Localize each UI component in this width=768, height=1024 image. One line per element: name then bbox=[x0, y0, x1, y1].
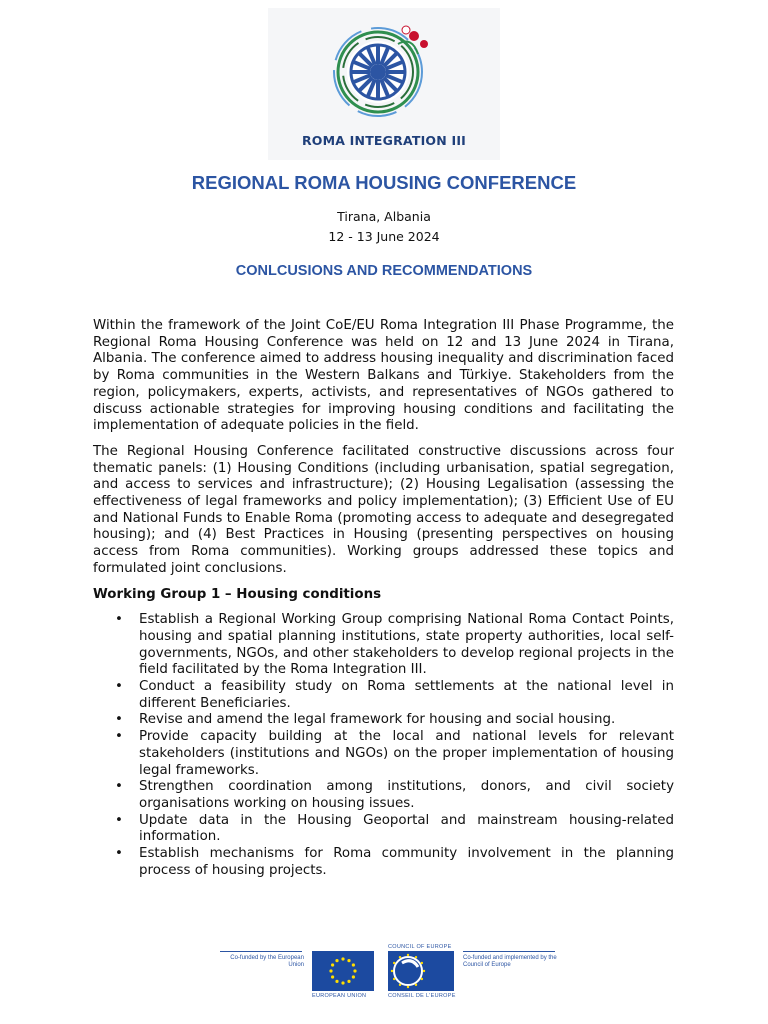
bullet-icon: • bbox=[115, 612, 123, 628]
page-title: REGIONAL ROMA HOUSING CONFERENCE bbox=[191, 172, 577, 193]
list-item-text: Establish a Regional Working Group comprising National Roma Contact Points, housing and spatial planning institutions, state property authorities, local self-governments, NGOs, and other stakeholders to develop regional projects in the field facilitated by the Roma Integration III. bbox=[139, 612, 674, 678]
working-group-heading: Working Group 1 – Housing conditions bbox=[93, 586, 382, 602]
bullet-icon: • bbox=[115, 679, 123, 695]
list-item bbox=[93, 846, 674, 879]
list-item bbox=[93, 813, 674, 846]
recommendations-list bbox=[93, 612, 674, 879]
roma-wheel-icon bbox=[328, 14, 440, 126]
list-item-text: Update data in the Housing Geoportal and mainstream housing-related information. bbox=[139, 812, 674, 845]
location: Tirana, Albania bbox=[337, 209, 431, 224]
panels-paragraph: The Regional Housing Conference facilitated constructive discussions across four thematic panels: (1) Housing Conditions (including urbanisation, spatial segregation, and access to services and infrastructure); (2) Housing Legalisation (assessing the effectiveness of legal frameworks and policy implementation); (3) Efficient Use of EU and National Funds to Enable Roma (promoting access to adequate and desegregated housing); and (4) Best Practices in Housing (presenting perspectives on housing access from Roma communities). Working groups addressed these topics and formulated joint conclusions. bbox=[93, 443, 674, 576]
list-item bbox=[93, 729, 674, 779]
bullet-icon: • bbox=[115, 729, 123, 745]
divider bbox=[220, 951, 302, 952]
dates: 12 - 13 June 2024 bbox=[328, 229, 440, 244]
coe-cofunded-text: Co-funded and implemented by the Council of Europe bbox=[463, 955, 557, 968]
intro-paragraph: Within the framework of the Joint CoE/EU Roma Integration III Phase Programme, the Regional Roma Housing Conference was held on 12 and 13 June 2024 in Tirana, Albania. The conference aimed to address housing inequality and discrimination faced by Roma communities in the Western Balkans and Türkiye. Stakeholders from the region, policymakers, experts, activists, and representatives of NGOs gathered to discuss actionable strategies for improving housing conditions and facilitating the implementation of adequate policies in the field. bbox=[93, 318, 674, 434]
list-item-text: Provide capacity building at the local and national levels for relevant stakeholders (institutions and NGOs) on the proper implementation of housing legal frameworks. bbox=[139, 729, 674, 778]
list-item-text: Revise and amend the legal framework for housing and social housing. bbox=[139, 712, 616, 728]
eu-cofunded-text: Co-funded by the European Union bbox=[230, 955, 304, 968]
list-item-text: Establish mechanisms for Roma community involvement in the planning process of housing projects. bbox=[139, 846, 674, 878]
section-title: CONLCUSIONS AND RECOMMENDATIONS bbox=[235, 263, 533, 279]
list-item bbox=[93, 779, 674, 812]
bullet-icon: • bbox=[115, 779, 123, 795]
funding-footer bbox=[220, 944, 560, 1004]
document-body bbox=[93, 318, 674, 880]
council-of-europe-flag-icon bbox=[388, 951, 454, 991]
divider bbox=[463, 951, 555, 952]
eu-caption: EUROPEAN UNION bbox=[312, 993, 367, 999]
bullet-icon: • bbox=[115, 812, 123, 828]
bullet-icon: • bbox=[115, 712, 123, 728]
roma-integration-logo bbox=[268, 8, 500, 160]
eu-flag-icon bbox=[312, 951, 374, 991]
logo-text: ROMA INTEGRATION III bbox=[301, 133, 467, 148]
list-item-text: Strengthen coordination among institutions, donors, and civil society organisations working on housing issues. bbox=[139, 779, 674, 811]
list-item bbox=[93, 612, 674, 679]
bullet-icon: • bbox=[115, 846, 123, 862]
list-item bbox=[93, 679, 674, 712]
list-item-text: Conduct a feasibility study on Roma settlements at the national level in different Beneficiaries. bbox=[139, 679, 674, 711]
coe-top-caption: COUNCIL OF EUROPE bbox=[388, 944, 452, 950]
coe-caption: CONSEIL DE L'EUROPE bbox=[388, 993, 456, 999]
list-item bbox=[93, 712, 674, 729]
